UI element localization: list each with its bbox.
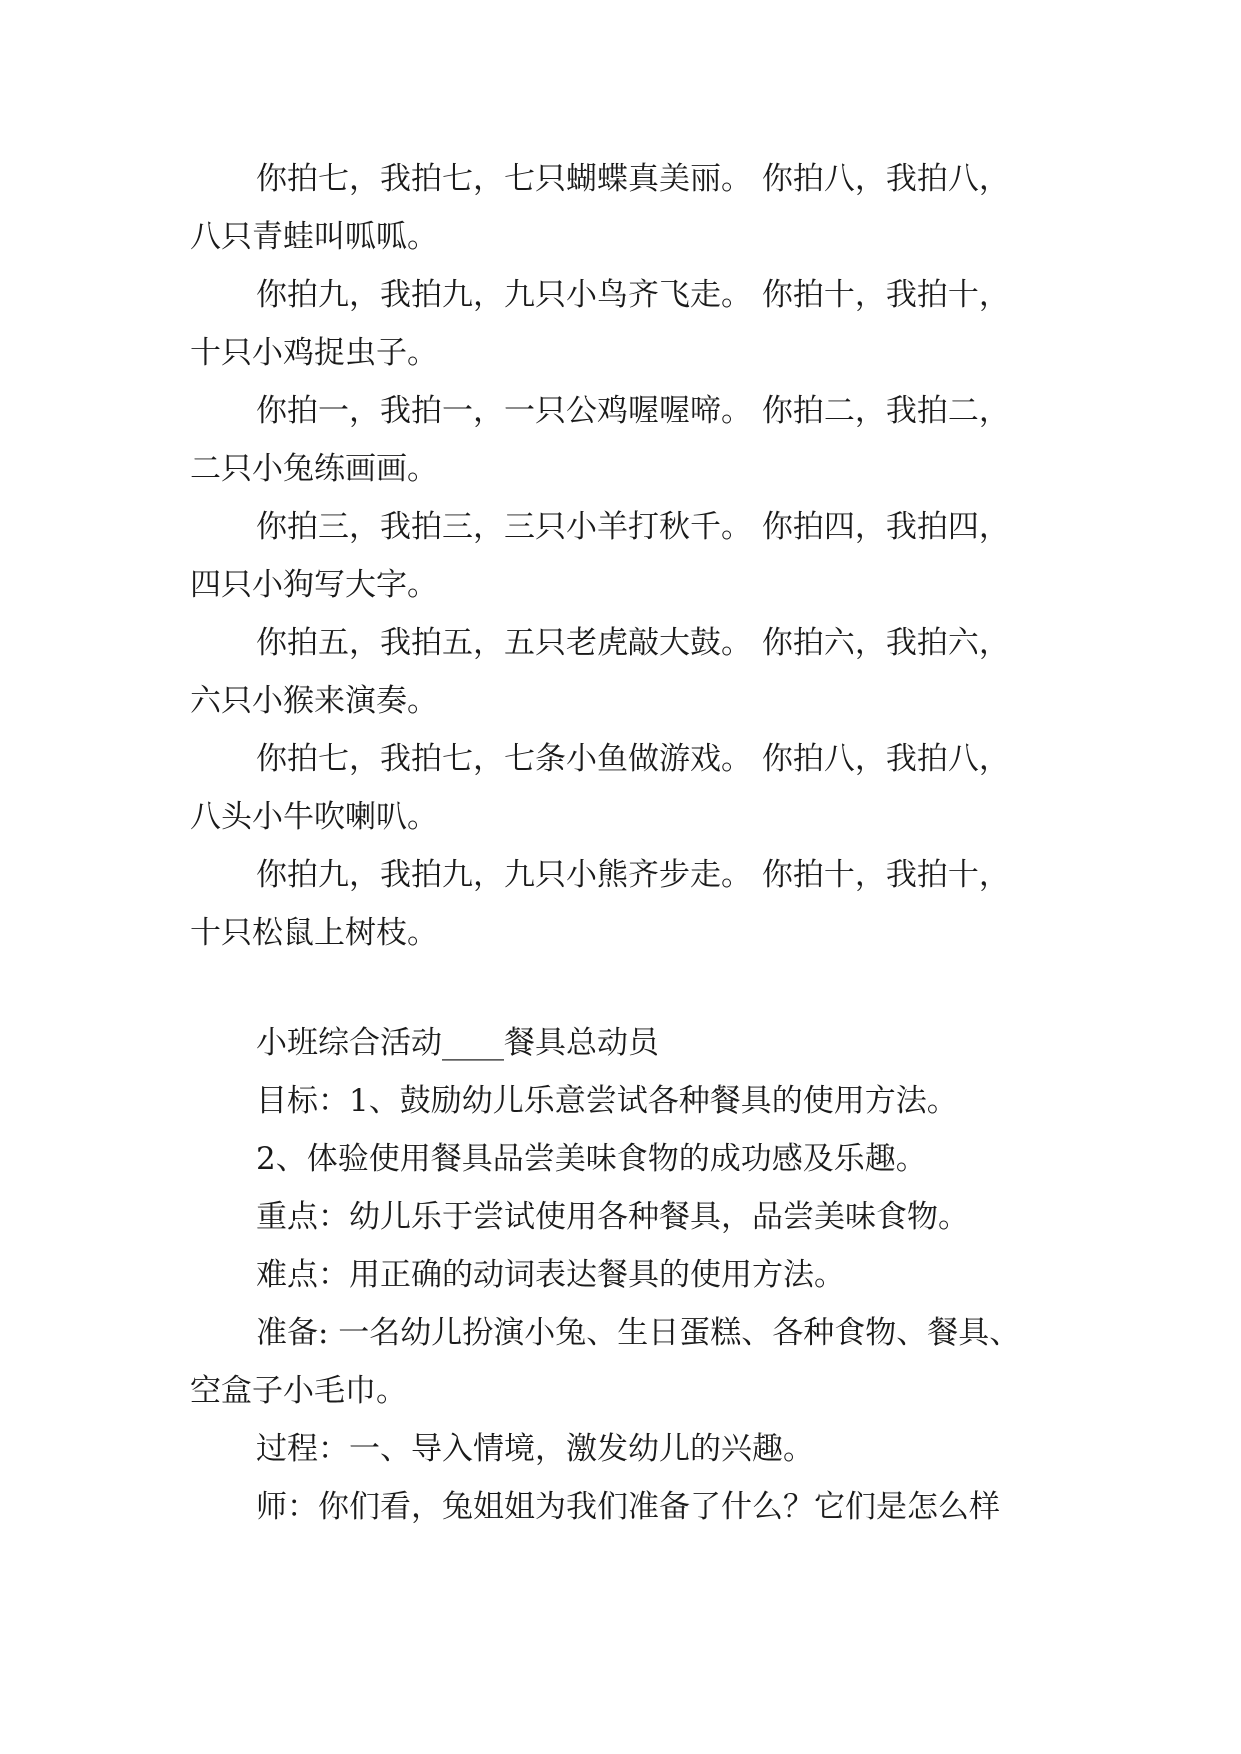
rhyme-stanza-6-line-1: 你拍七，我拍七，七条小鱼做游戏。 你拍八，我拍八， (256, 741, 1010, 777)
rhyme-stanza-2-line-2: 十只小鸡捉虫子。 (190, 335, 438, 371)
lesson-preparation-line-1: 准备: 一名幼儿扮演小兔、生日蛋糕、各种食物、餐具、 (256, 1315, 1021, 1351)
lesson-process: 过程：一、导入情境，激发幼儿的兴趣。 (256, 1431, 814, 1467)
lesson-preparation-line-2: 空盒子小毛巾。 (190, 1373, 407, 1409)
rhyme-stanza-4-line-2: 四只小狗写大字。 (190, 567, 438, 603)
rhyme-stanza-1-line-2: 八只青蛙叫呱呱。 (190, 219, 438, 255)
lesson-difficulty: 难点：用正确的动词表达餐具的使用方法。 (256, 1257, 845, 1293)
rhyme-stanza-1-line-1: 你拍七，我拍七，七只蝴蝶真美丽。 你拍八，我拍八， (256, 161, 1010, 197)
rhyme-stanza-6-line-2: 八头小牛吹喇叭。 (190, 799, 438, 835)
lesson-teacher-line: 师：你们看，兔姐姐为我们准备了什么？它们是怎么样 (256, 1489, 1000, 1525)
rhyme-stanza-3-line-2: 二只小兔练画画。 (190, 451, 438, 487)
lesson-focus: 重点：幼儿乐于尝试使用各种餐具，品尝美味食物。 (256, 1199, 969, 1235)
rhyme-stanza-2-line-1: 你拍九，我拍九，九只小鸟齐飞走。 你拍十，我拍十， (256, 277, 1010, 313)
section-spacer (190, 962, 1070, 1014)
lesson-title: 小班综合活动____餐具总动员 (256, 1025, 659, 1061)
document-body (190, 150, 1070, 1536)
rhyme-stanza-5-line-1: 你拍五，我拍五，五只老虎敲大鼓。 你拍六，我拍六， (256, 625, 1010, 661)
rhyme-stanza-7-line-1: 你拍九，我拍九，九只小熊齐步走。 你拍十，我拍十， (256, 857, 1010, 893)
rhyme-stanza-5-line-2: 六只小猴来演奏。 (190, 683, 438, 719)
lesson-goal-1: 目标：1、鼓励幼儿乐意尝试各种餐具的使用方法。 (256, 1083, 958, 1119)
rhyme-stanza-7-line-2: 十只松鼠上树枝。 (190, 915, 438, 951)
rhyme-stanza-4-line-1: 你拍三，我拍三，三只小羊打秋千。 你拍四，我拍四， (256, 509, 1010, 545)
rhyme-stanza-3-line-1: 你拍一，我拍一，一只公鸡喔喔啼。 你拍二，我拍二， (256, 393, 1010, 429)
lesson-goal-2: 2、体验使用餐具品尝美味食物的成功感及乐趣。 (256, 1141, 927, 1177)
